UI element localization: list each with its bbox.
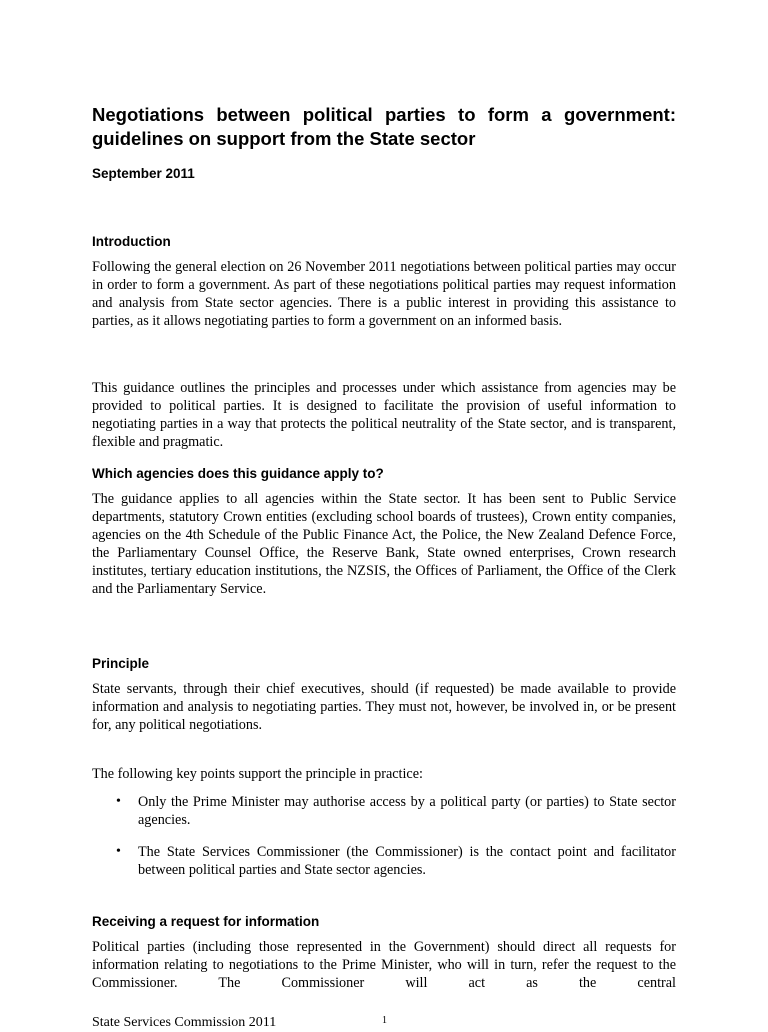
- request-paragraph: Political parties (including those represented in the Government) should direct all requests for information relating to negotiations to the Prime Minister, who will in turn, refer the request to the Commissioner. The Commissioner will act as the central: [92, 939, 676, 991]
- page-footer: State Services Commission 2011: [92, 1015, 277, 1030]
- document-date: September 2011: [92, 166, 195, 181]
- list-item: [92, 793, 676, 829]
- list-item: [92, 843, 676, 879]
- agencies-paragraph: The guidance applies to all agencies within the State sector. It has been sent to Public Service departments, statutory Crown entities (excluding school boards of trustees), Crown entity companies, agencies on the 4th Schedule of the Public Finance Act, the Police, the New Zealand Defence Force, the Parliamentary Counsel Office, the Reserve Bank, State owned enterprises, Crown research institutes, tertiary education institutions, the NZSIS, the Offices of Parliament, the Office of the Clerk and the Parliamentary Service.: [92, 491, 676, 597]
- bullet-text: Only the Prime Minister may authorise access by a political party (or parties) to State sector agencies.: [138, 794, 676, 828]
- bullet-icon: •: [116, 844, 121, 859]
- section-heading-introduction: Introduction: [92, 234, 171, 249]
- principle-paragraph-1: State servants, through their chief executives, should (if requested) be made available to provide information and analysis to negotiating parties. They must not, however, be involved in, or be present for, any political negotiations.: [92, 681, 676, 733]
- introduction-paragraph-2: This guidance outlines the principles and processes under which assistance from agencies may be provided to political parties. It is designed to facilitate the provision of useful information to negotiating parties in a way that protects the political neutrality of the State sector, and is transparent, flexible and pragmatic.: [92, 380, 676, 450]
- principle-paragraph-2: The following key points support the principle in practice:: [92, 766, 423, 782]
- document-page: [92, 0, 676, 1030]
- introduction-paragraph-1: Following the general election on 26 November 2011 negotiations between political parties may occur in order to form a government. As part of these negotiations political parties may request information and analysis from State sector agencies. There is a public interest in providing this assistance to parties, as it allows negotiating parties to form a government on an informed basis.: [92, 259, 676, 329]
- document-title: Negotiations between political parties to form a government: guidelines on support from the State sector: [92, 104, 676, 149]
- bullet-icon: •: [116, 794, 121, 809]
- principle-bullet-list: [92, 793, 676, 893]
- page-number: 1: [382, 1015, 387, 1026]
- section-heading-request: Receiving a request for information: [92, 914, 320, 929]
- bullet-text: The State Services Commissioner (the Commissioner) is the contact point and facilitator between political parties and State sector agencies.: [138, 844, 676, 878]
- section-heading-agencies: Which agencies does this guidance apply to?: [92, 466, 384, 481]
- section-heading-principle: Principle: [92, 656, 150, 671]
